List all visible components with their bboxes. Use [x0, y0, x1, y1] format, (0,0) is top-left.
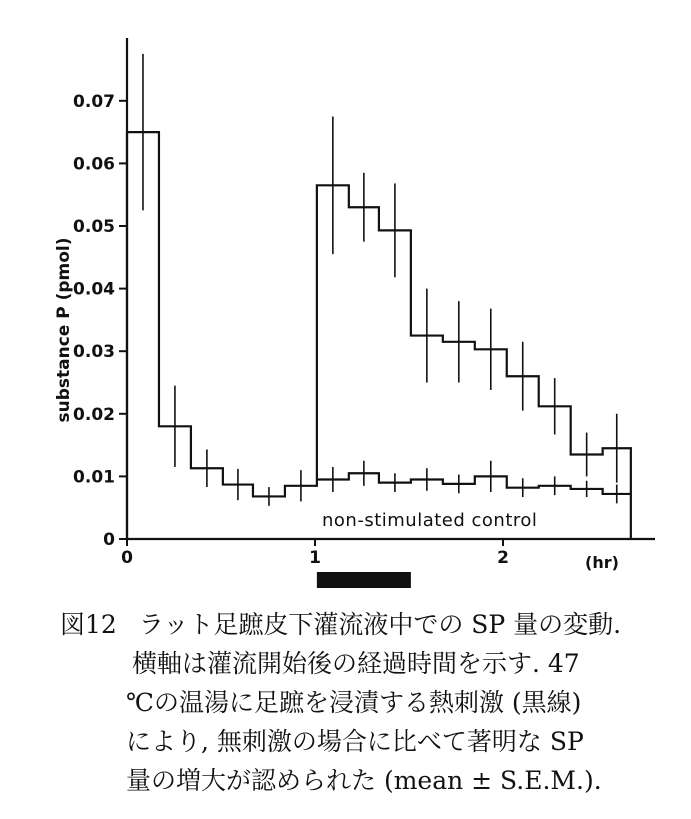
figure-label: 図12 [60, 610, 117, 639]
error-bars [143, 54, 617, 506]
control-annotation: non-stimulated control [322, 510, 538, 531]
caption-line-1 [60, 605, 660, 644]
y-tick-label: 0.01 [73, 467, 115, 488]
caption-line-5: 量の増大が認められた (mean ± S.E.M.). [126, 766, 602, 795]
x-axis-unit: (hr) [585, 553, 619, 572]
y-tick-label: 0.05 [73, 217, 115, 237]
y-tick-label: 0.04 [73, 279, 115, 300]
caption-text-1: ラット足蹠皮下灌流液中での SP 量の変動. [138, 610, 622, 639]
y-tick-label: 0.07 [73, 91, 115, 112]
caption-line-4: により, 無刺激の場合に比べて著明な SP [126, 727, 584, 756]
x-tick-label: 0 [121, 548, 133, 568]
figure-caption [60, 605, 660, 800]
caption-line-2: 横軸は灌流開始後の経過時間を示す. 47 [132, 649, 580, 678]
stimulus-bar [317, 572, 411, 588]
caption-line-3: ℃の温湯に足蹠を浸漬する熱刺激 (黒線) [126, 688, 582, 717]
y-tick-label: 0.02 [73, 404, 115, 425]
y-tick-label: 0.03 [73, 342, 115, 363]
x-tick-label: 2 [497, 548, 509, 568]
y-tick-label: 0.06 [73, 154, 115, 175]
axis-ticks [73, 92, 509, 568]
x-tick-label: 1 [309, 548, 321, 568]
y-tick-label: 0 [103, 530, 115, 550]
y-axis-label: substance P (pmol) [54, 237, 74, 423]
